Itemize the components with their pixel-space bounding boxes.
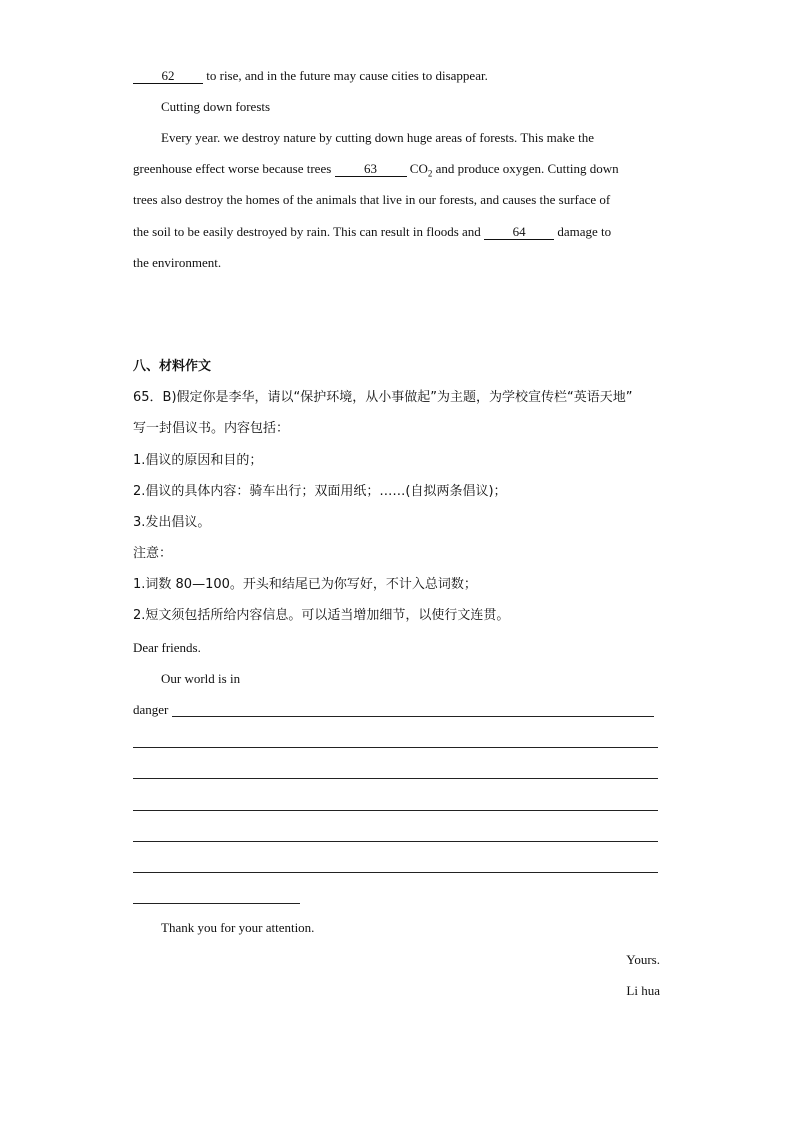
passage-line-5-start: the soil to be easily destroyed by rain. This can result in floods and (133, 224, 485, 239)
writing-line-4[interactable] (133, 810, 658, 811)
letter-first-word: danger (133, 702, 169, 717)
passage-line-2: Every year. we destroy nature by cutting down huge areas of forests. This make the (161, 130, 594, 145)
question-65-line-2: 写一封倡议书。内容包括： (133, 421, 290, 436)
blank-63: 63 (335, 161, 407, 177)
note-2: 2.短文须包括所给内容信息。可以适当增加细节，以使行文连贯。 (133, 608, 510, 623)
co2-subscript: 2 (427, 168, 433, 179)
letter-closing: Thank you for your attention. (161, 920, 315, 935)
writing-line-7[interactable] (133, 903, 300, 904)
section-heading: 八、材料作文 (133, 359, 212, 374)
passage-line-5-end: damage to (554, 224, 612, 239)
requirement-1: 1.倡议的原因和目的； (133, 453, 263, 468)
note-1: 1.词数 80—100。开头和结尾已为你写好，不计入总词数； (133, 577, 477, 592)
co2-text: CO (406, 161, 428, 176)
passage-line-1 (133, 67, 661, 85)
subheading-cutting-forests: Cutting down forests (161, 99, 271, 114)
passage-line-3-start: greenhouse effect worse because trees (133, 161, 335, 176)
letter-opening: Our world is in (161, 671, 241, 686)
letter-greeting: Dear friends. (133, 640, 201, 655)
passage-line-4: trees also destroy the homes of the animals that live in our forests, and causes the surface of (133, 192, 611, 207)
letter-sign-off: Yours. (626, 952, 660, 967)
requirement-3: 3.发出倡议。 (133, 515, 211, 530)
passage-line-1-text: to rise, and in the future may cause cities to disappear. (203, 68, 488, 83)
question-65-line-1: 65．B)假定你是李华，请以“保护环境，从小事做起”为主题，为学校宣传栏“英语天地” (133, 390, 633, 405)
blank-64: 64 (484, 224, 554, 240)
writing-line-2[interactable] (133, 747, 658, 748)
letter-signature: Li hua (626, 983, 660, 998)
passage-line-3-end: and produce oxygen. Cutting down (432, 161, 619, 176)
writing-line-6[interactable] (133, 872, 658, 873)
note-label: 注意： (133, 546, 173, 561)
passage-line-6: the environment. (133, 255, 222, 270)
writing-line-5[interactable] (133, 841, 658, 842)
writing-line-1[interactable] (172, 716, 654, 717)
passage-line-5 (133, 223, 661, 241)
passage-line-3 (133, 160, 661, 183)
blank-62: 62 (133, 68, 203, 84)
requirement-2: 2.倡议的具体内容：骑车出行；双面用纸；……(自拟两条倡议)； (133, 484, 507, 499)
writing-line-3[interactable] (133, 778, 658, 779)
